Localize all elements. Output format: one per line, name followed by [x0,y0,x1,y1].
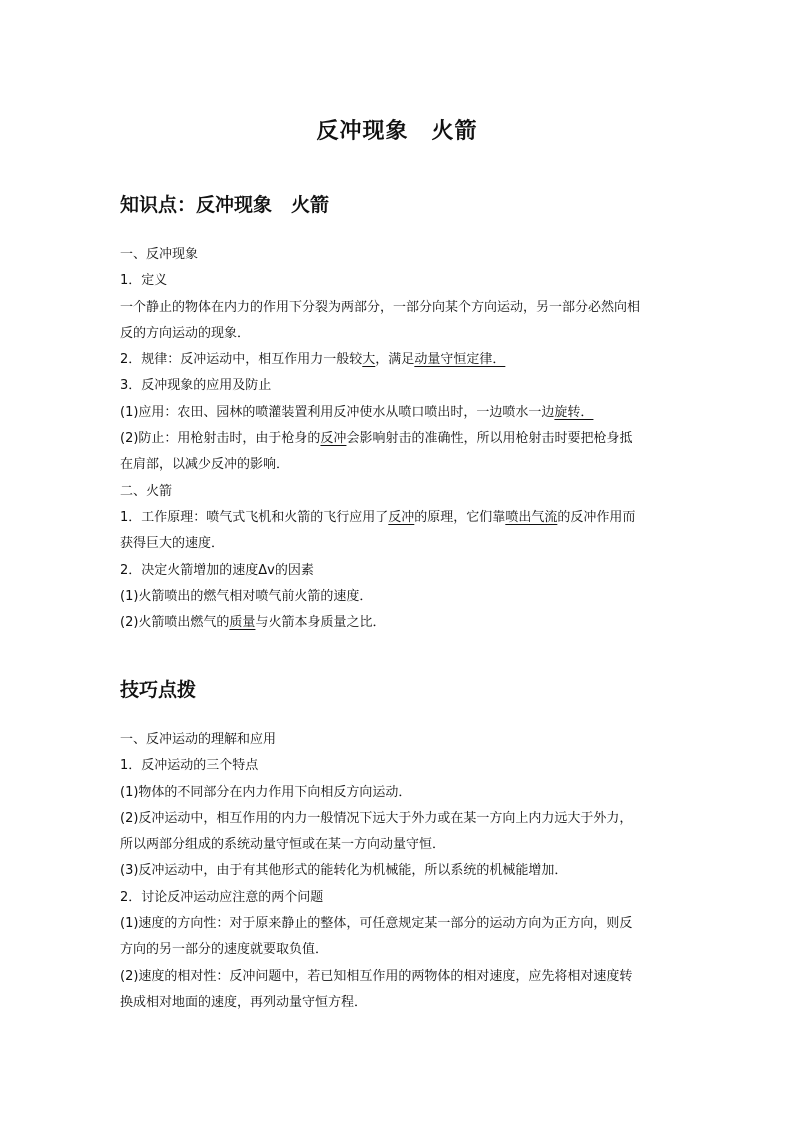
factor-two-blank-mass: 质量 [229,615,256,631]
feature-two-text-line-2: 所以两部分组成的系统动量守恒或在某一方向动量守恒． [120,837,446,853]
factor-two-post: 与火箭本身质量之比． [255,615,386,631]
prevention-blank-recoil: 反冲 [320,431,347,447]
document-title: 反冲现象 火箭 [316,119,478,144]
issue-two-text-line-2: 换成相对地面的速度，再列动量守恒方程． [120,994,368,1010]
skills-section [120,675,680,1016]
issue-one-text-line-2: 方向的另一部分的速度就要取负值． [120,942,329,958]
prevention-text-pre: (2)防止：用枪射击时，由于枪身的 [120,431,321,447]
application-text [120,400,680,426]
application-text-pre: (1)应用：农田、园林的喷灌装置利用反冲使水从喷口喷出时，一边喷水一边 [120,404,555,420]
prevention-text-line-1 [120,426,680,452]
skills-item-three-features: 1．反冲运动的三个特点 [120,758,259,774]
knowledge-heading: 知识点：反冲现象 火箭 [120,194,330,216]
definition-text-line-1: 一个静止的物体在内力的作用下分裂为两部分，一部分向某个方向运动，另一部分必然向相 [120,299,641,315]
principle-text-mid: 的原理，它们靠 [414,509,506,525]
feature-two-text-line-1: (2)反冲运动中，相互作用的内力一般情况下远大于外力或在某一方向上内力远大于外力， [120,810,633,826]
factor-two-pre: (2)火箭喷出燃气的 [120,615,230,631]
feature-three-text: (3)反冲运动中，由于有其他形式的能转化为机械能，所以系统的机械能增加． [120,863,568,879]
rule-blank-momentum-law: 动量守恒定律． [414,352,506,368]
principle-text-line-1 [120,505,680,531]
feature-one-text: (1)物体的不同部分在内力作用下向相反方向运动． [120,784,412,800]
definition-text-line-2: 反的方向运动的现象． [120,325,251,341]
issue-one-text-line-1: (1)速度的方向性：对于原来静止的整体，可任意规定某一部分的运动方向为正方向，则反 [120,916,633,932]
prevention-text-post: 会影响射击的准确性，所以用枪射击时要把枪身抵 [346,431,633,447]
skills-subheading-understanding: 一、反冲运动的理解和应用 [120,732,277,747]
knowledge-item-definition: 1．定义 [120,273,168,289]
principle-text-line-2: 获得巨大的速度． [120,536,225,552]
prevention-text-line-2: 在肩部，以减少反冲的影响． [120,457,290,473]
skills-heading: 技巧点拨 [120,679,197,701]
application-blank-rotate: 旋转． [554,404,594,420]
rule-text-mid: ，满足 [375,352,415,368]
principle-blank-jet-stream: 喷出气流 [505,509,558,525]
knowledge-item-applications: 3．反冲现象的应用及防止 [120,378,272,394]
rule-text [120,347,680,373]
knowledge-section [120,190,680,636]
factor-one-text: (1)火箭喷出的燃气相对喷气前火箭的速度． [120,588,373,604]
knowledge-subheading-rocket: 二、火箭 [120,483,173,499]
principle-blank-recoil: 反冲 [388,509,415,525]
knowledge-subheading-recoil: 一、反冲现象 [120,247,199,262]
principle-text-post: 的反冲作用而 [557,509,636,525]
issue-two-text-line-1: (2)速度的相对性：反冲问题中，若已知相互作用的两物体的相对速度，应先将相对速度转 [120,968,633,984]
factor-two-text [120,610,680,636]
rule-text-pre: 2．规律：反冲运动中，相互作用力一般较 [120,352,363,368]
principle-text-pre: 1．工作原理：喷气式飞机和火箭的飞行应用了 [120,509,389,525]
skills-item-two-issues: 2．讨论反冲运动应注意的两个问题 [120,889,324,905]
knowledge-item-velocity-factors: 2．决定火箭增加的速度Δv的因素 [120,562,314,578]
rule-blank-large: 大 [362,352,376,368]
